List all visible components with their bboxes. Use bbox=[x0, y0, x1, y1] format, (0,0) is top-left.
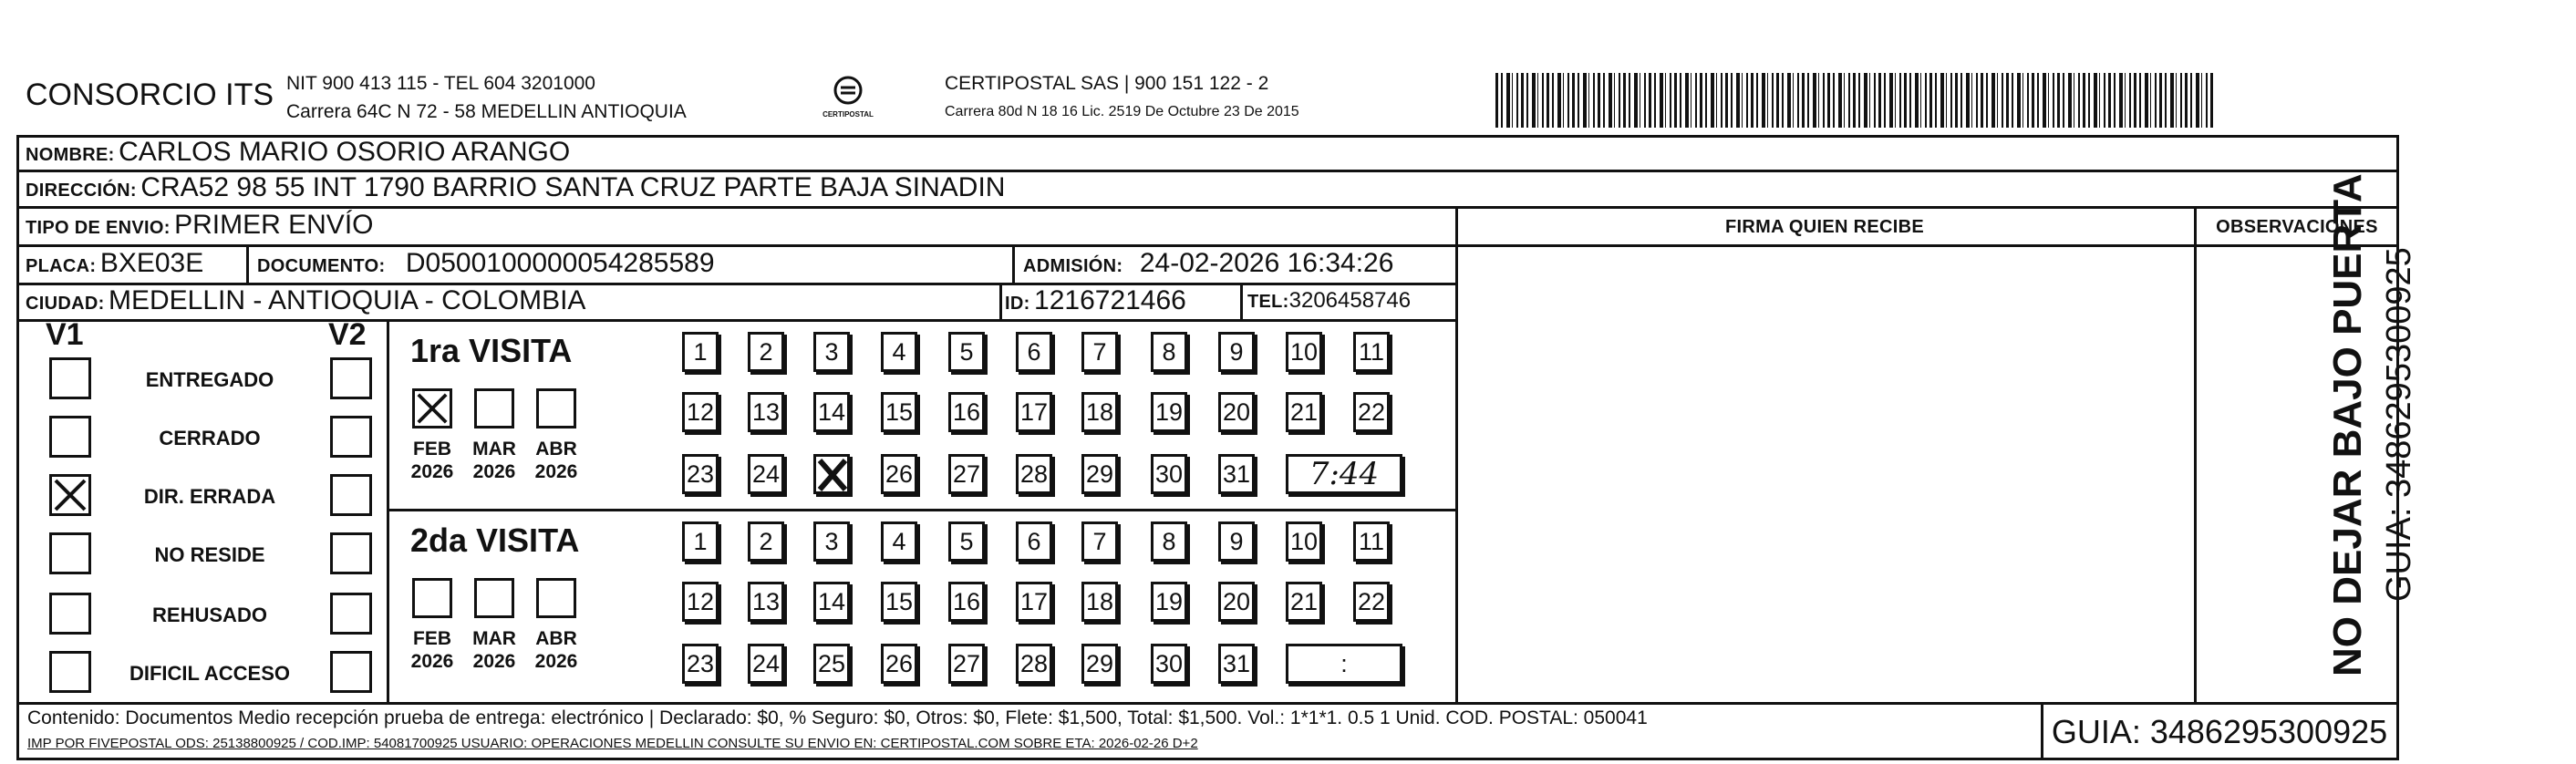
company-nit: NIT 900 413 115 - TEL 604 3201000 bbox=[286, 73, 595, 94]
month-name: ABR bbox=[535, 439, 577, 459]
x-mark-icon bbox=[52, 477, 88, 513]
tipo-label: TIPO DE ENVIO: bbox=[26, 218, 171, 238]
id-divider bbox=[999, 283, 1002, 319]
status-label: CERRADO bbox=[159, 427, 261, 449]
admision-value: 24-02-2026 16:34:26 bbox=[1139, 248, 1394, 278]
visit-day-box: 30 bbox=[1151, 454, 1187, 494]
month-name: ABR bbox=[535, 628, 577, 649]
visit-day-box: 7 bbox=[1081, 521, 1118, 562]
admision-row bbox=[1023, 248, 1393, 279]
visit-day-box: 15 bbox=[881, 582, 917, 622]
month-name: MAR bbox=[472, 628, 516, 649]
visit-day-box: 17 bbox=[1016, 392, 1052, 432]
row-divider-2 bbox=[16, 206, 2399, 209]
visit-day-box: 9 bbox=[1218, 521, 1255, 562]
visit-day-box: 23 bbox=[682, 454, 719, 494]
tel-label: TEL: bbox=[1247, 292, 1289, 312]
nombre-label: NOMBRE: bbox=[26, 145, 115, 165]
visit-day-box: 1 bbox=[682, 332, 719, 372]
documento-row bbox=[257, 248, 715, 279]
visit-title: 1ra VISITA bbox=[410, 332, 573, 369]
status-v1-checkbox bbox=[49, 593, 91, 635]
visit-month-label bbox=[470, 438, 519, 483]
barcode bbox=[1495, 73, 2216, 128]
visit-day-box: 29 bbox=[1081, 644, 1118, 684]
month-name: FEB bbox=[413, 628, 451, 649]
side-guia: GUIA: 3486295300925 bbox=[2380, 247, 2418, 602]
visit-day-box: 26 bbox=[881, 644, 917, 684]
status-label: DIR. ERRADA bbox=[143, 485, 276, 508]
visit-day-box: 28 bbox=[1016, 454, 1052, 494]
visit-day-box: 8 bbox=[1151, 521, 1187, 562]
visit-month-checkbox bbox=[474, 388, 514, 428]
visit-month-checkbox bbox=[412, 578, 452, 618]
visit-month-checkbox bbox=[474, 578, 514, 618]
status-v1-checkbox bbox=[49, 532, 91, 574]
ciudad-row bbox=[26, 285, 585, 316]
company-address: Carrera 64C N 72 - 58 MEDELLIN ANTIOQUIA bbox=[286, 101, 687, 122]
nombre-value: CARLOS MARIO OSORIO ARANGO bbox=[119, 137, 571, 167]
month-year: 2026 bbox=[472, 651, 516, 672]
visit-day-box: 4 bbox=[881, 332, 917, 372]
status-v1-checkbox bbox=[49, 357, 91, 399]
month-year: 2026 bbox=[534, 461, 578, 482]
status-v1-checkbox bbox=[49, 651, 91, 693]
status-label: REHUSADO bbox=[152, 604, 267, 626]
visit-day-box: 5 bbox=[948, 332, 985, 372]
direccion-label: DIRECCIÓN: bbox=[26, 181, 137, 201]
visit-day-box: 13 bbox=[748, 582, 784, 622]
status-v1-checkbox bbox=[49, 474, 91, 516]
status-v2-checkbox bbox=[330, 474, 372, 516]
visit-day-box: 2 bbox=[748, 332, 784, 372]
visit-day-box: 24 bbox=[748, 454, 784, 494]
tipo-row bbox=[26, 210, 374, 241]
visit-day-box: 3 bbox=[813, 521, 850, 562]
visit-day-box: 4 bbox=[881, 521, 917, 562]
side-no-dejar: NO DEJAR BAJO PUERTA bbox=[2325, 173, 2370, 676]
visit-day-box: 9 bbox=[1218, 332, 1255, 372]
visit-day-box: 11 bbox=[1353, 332, 1390, 372]
visit-day-box: 13 bbox=[748, 392, 784, 432]
footer-guia: GUIA: 3486295300925 bbox=[2051, 713, 2388, 750]
visit-day-box: 15 bbox=[881, 392, 917, 432]
visit-day-box: 26 bbox=[881, 454, 917, 494]
documento-label: DOCUMENTO: bbox=[257, 256, 386, 276]
v2-label: V2 bbox=[328, 317, 367, 352]
documento-value: D0500100000054285589 bbox=[405, 248, 715, 278]
visit-month-label bbox=[408, 627, 457, 673]
tipo-value: PRIMER ENVÍO bbox=[174, 210, 374, 240]
visit-day-box: 12 bbox=[682, 582, 719, 622]
status-label: NO RESIDE bbox=[154, 543, 265, 566]
visit-day-box: 7 bbox=[1081, 332, 1118, 372]
visit-day-box: 25 bbox=[813, 644, 850, 684]
left-border bbox=[16, 135, 19, 760]
documento-divider bbox=[1012, 244, 1015, 283]
placa-label: PLACA: bbox=[26, 256, 97, 276]
placa-row bbox=[26, 248, 203, 279]
month-year: 2026 bbox=[472, 461, 516, 482]
nombre-row bbox=[26, 137, 570, 168]
visit-month-checkbox bbox=[536, 388, 576, 428]
placa-value: BXE03E bbox=[99, 248, 204, 278]
id-value: 1216721466 bbox=[1034, 285, 1186, 315]
certipostal-info: CERTIPOSTAL SAS | 900 151 122 - 2 bbox=[945, 73, 1269, 94]
tel-value: 3206458746 bbox=[1288, 288, 1412, 313]
visit-day-box: 10 bbox=[1286, 332, 1322, 372]
status-v1-checkbox bbox=[49, 416, 91, 458]
visit-day-box: 22 bbox=[1353, 392, 1390, 432]
day-cross-icon bbox=[816, 457, 849, 493]
visit-day-box: 31 bbox=[1218, 644, 1255, 684]
status-label: ENTREGADO bbox=[145, 368, 274, 391]
x-mark-icon bbox=[415, 391, 450, 426]
tel-row bbox=[1247, 288, 1411, 314]
status-v2-checkbox bbox=[330, 651, 372, 693]
visit-day-box: 19 bbox=[1151, 392, 1187, 432]
visit-day-box: 1 bbox=[682, 521, 719, 562]
id-row bbox=[1005, 285, 1186, 316]
visit-day-box: 14 bbox=[813, 582, 850, 622]
certipostal-license: Carrera 80d N 18 16 Lic. 2519 De Octubre 23 De 2015 bbox=[945, 104, 1299, 119]
visit-title: 2da VISITA bbox=[410, 521, 580, 559]
certipostal-logo-text: CERTIPOSTAL bbox=[822, 110, 874, 119]
visit-month-label bbox=[532, 627, 581, 673]
visit-day-box: 3 bbox=[813, 332, 850, 372]
month-name: FEB bbox=[413, 439, 451, 459]
visit-day-box: 6 bbox=[1016, 521, 1052, 562]
footer-contenido: Contenido: Documentos Medio recepción prueba de entrega: electrónico | Declarado: $0, % Seguro: $0, Otros: $0, Flete: $1,500, Total: $1,500. Vol.: 1*1*1. 0.5 1 Unid. COD. POSTAL: 050041 bbox=[27, 707, 1648, 728]
visit-day-box: 27 bbox=[948, 644, 985, 684]
visit-day-box: 16 bbox=[948, 582, 985, 622]
visit-day-box bbox=[813, 454, 850, 494]
visit-day-box: 11 bbox=[1353, 521, 1390, 562]
visit-month-label bbox=[470, 627, 519, 673]
visit-day-box: 21 bbox=[1286, 582, 1322, 622]
footer-imp-line: IMP POR FIVEPOSTAL ODS: 25138800925 / COD.IMP: 54081700925 USUARIO: OPERACIONES MEDELLIN CONSULTE SU ENVIO EN: CERTIPOSTAL.COM SOBRE ETA: 2026-02-26 D+2 bbox=[27, 736, 1198, 751]
id-label: ID: bbox=[1005, 294, 1030, 314]
visit-month-label bbox=[408, 438, 457, 483]
visit-divider bbox=[387, 509, 1456, 511]
ciudad-label: CIUDAD: bbox=[26, 294, 105, 314]
visit-day-box: 2 bbox=[748, 521, 784, 562]
visit-day-box: 22 bbox=[1353, 582, 1390, 622]
v1-label: V1 bbox=[46, 317, 84, 352]
status-label: DIFICIL ACCESO bbox=[129, 662, 290, 685]
visit-day-box: 10 bbox=[1286, 521, 1322, 562]
visit-day-box: 16 bbox=[948, 392, 985, 432]
month-year: 2026 bbox=[534, 651, 578, 672]
visit-day-box: 19 bbox=[1151, 582, 1187, 622]
visit-day-box: 14 bbox=[813, 392, 850, 432]
month-year: 2026 bbox=[410, 461, 454, 482]
visit-day-box: 20 bbox=[1218, 582, 1255, 622]
placa-divider bbox=[246, 244, 249, 283]
visit-day-box: 30 bbox=[1151, 644, 1187, 684]
observaciones-header: OBSERVACIONES bbox=[2216, 217, 2378, 237]
visit-day-box: 20 bbox=[1218, 392, 1255, 432]
firma-header: FIRMA QUIEN RECIBE bbox=[1725, 217, 1924, 237]
ciudad-value: MEDELLIN - ANTIOQUIA - COLOMBIA bbox=[109, 285, 586, 315]
direccion-value: CRA52 98 55 INT 1790 BARRIO SANTA CRUZ PARTE BAJA SINADIN bbox=[140, 172, 1006, 202]
status-v2-checkbox bbox=[330, 357, 372, 399]
visit-month-label bbox=[532, 438, 581, 483]
status-v2-checkbox bbox=[330, 532, 372, 574]
visit-day-box: 31 bbox=[1218, 454, 1255, 494]
certipostal-logo-icon bbox=[830, 75, 866, 106]
visit-day-box: 12 bbox=[682, 392, 719, 432]
visit-day-box: 5 bbox=[948, 521, 985, 562]
visit-month-checkbox bbox=[536, 578, 576, 618]
visit-day-box: 17 bbox=[1016, 582, 1052, 622]
observaciones-column-border bbox=[2194, 206, 2197, 702]
visit-day-box: 23 bbox=[682, 644, 719, 684]
signature-column-border bbox=[1455, 206, 1458, 702]
month-name: MAR bbox=[472, 439, 516, 459]
month-year: 2026 bbox=[410, 651, 454, 672]
status-v2-checkbox bbox=[330, 593, 372, 635]
visit-day-box: 24 bbox=[748, 644, 784, 684]
visit-day-box: 6 bbox=[1016, 332, 1052, 372]
visit-day-box: 27 bbox=[948, 454, 985, 494]
visit-day-box: 18 bbox=[1081, 392, 1118, 432]
status-v2-checkbox bbox=[330, 416, 372, 458]
admision-label: ADMISIÓN: bbox=[1023, 256, 1123, 276]
direccion-row bbox=[26, 172, 1005, 203]
signature-header-border bbox=[1455, 244, 2399, 247]
company-name: CONSORCIO ITS bbox=[26, 77, 274, 112]
visit-time-box: : bbox=[1286, 644, 1402, 684]
visit-time-box: 7:44 bbox=[1286, 454, 1402, 494]
visit-day-box: 18 bbox=[1081, 582, 1118, 622]
certipostal-logo bbox=[816, 75, 880, 125]
row-divider-5 bbox=[16, 319, 1457, 322]
visit-day-box: 21 bbox=[1286, 392, 1322, 432]
visit-month-checkbox bbox=[412, 388, 452, 428]
visit-day-box: 8 bbox=[1151, 332, 1187, 372]
visit-day-box: 28 bbox=[1016, 644, 1052, 684]
tel-divider bbox=[1240, 283, 1243, 319]
visit-day-box: 29 bbox=[1081, 454, 1118, 494]
